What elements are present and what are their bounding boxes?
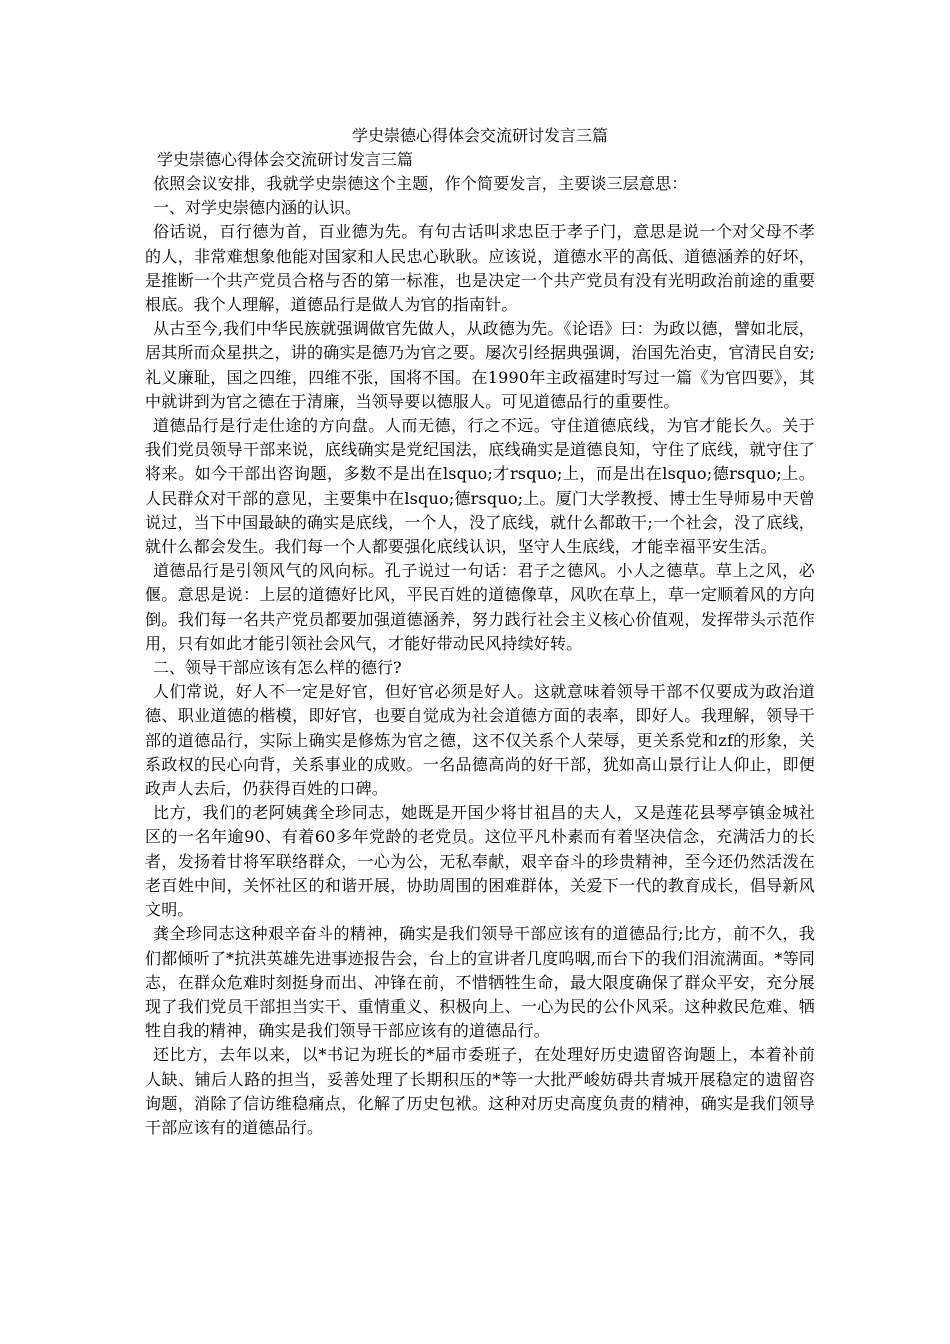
document-subtitle: 学史崇德心得体会交流研讨发言三篇	[157, 150, 414, 169]
document-title: 学史崇德心得体会交流研讨发言三篇	[351, 126, 608, 145]
paragraph: 道德品行是引领风气的风向标。孔子说过一句话：君子之德风。小人之德草。草上之风，必偃。意思是说：上层的道德好比风，平民百姓的道德像草，风吹在草上，草一定顺着风的方向倒。我们每一名共产党员都要加强道德涵养，努力践行社会主义核心价值观，发挥带头示范作用，只有如此才能引领社会风气，才能好带动民风持续好转。	[145, 561, 815, 653]
section-heading: 二、领导干部应该有怎么样的德行?	[153, 658, 402, 678]
paragraph: 龚全珍同志这种艰辛奋斗的精神，确实是我们领导干部应该有的道德品行;比方，前不久，我们都倾听了*抗洪英雄先进事迹报告会，台上的宣讲者几度呜咽,而台下的我们泪流满面。*等同志，在群众危难时刻挺身而出、冲锋在前，不惜牺牲生命，最大限度确保了群众平安，充分展现了我们党员干部担当实干、重情重义、积极向上、一心为民的公仆风采。这种救民危难、牺牲自我的精神，确实是我们领导干部应该有的道德品行。	[145, 924, 815, 1041]
paragraph: 俗话说，百行德为首，百业德为先。有句古话叫求忠臣于孝子门，意思是说一个对父母不孝的人，非常难想象他能对国家和人民忠心耿耿。应该说，道德水平的高低、道德涵养的好坏，是推断一个共产党员合格与否的第一标准，也是决定一个共产党员有没有光明政治前途的重要根底。我个人理解，道德品行是做人为官的指南针。	[145, 222, 815, 315]
paragraph: 还比方，去年以来，以*书记为班长的*届市委班子，在处理好历史遗留咨询题上，本着补前人缺、铺后人路的担当，妥善处理了长期积压的*等一大批严峻妨碍共青城开展稳定的遗留咨询题，消除了信访维稳痛点，化解了历史包袱。这种对历史高度负责的精神，确实是我们领导干部应该有的道德品行。	[145, 1045, 815, 1137]
section-heading: 一、对学史崇德内涵的认识。	[153, 198, 362, 218]
document-body	[145, 172, 815, 1140]
paragraph: 道德品行是行走仕途的方向盘。人而无德，行之不远。守住道德底线，为官才能长久。关于我们党员领导干部来说，底线确实是党纪国法，底线确实是道德良知，守住了底线，就守住了将来。如今干部出咨询题，多数不是出在lsquo;才rsquo;上，而是出在lsquo;德rsquo;上。人民群众对干部的意见，主要集中在lsquo;德rsquo;上。厦门大学教授、博士生导师易中天曾说过，当下中国最缺的确实是底线，一个人，没了底线，就什么都敢干;一个社会，没了底线，就什么都会发生。我们每一个人都要强化底线认识，坚守人生底线，才能幸福平安生活。	[145, 416, 815, 557]
paragraph: 依照会议安排，我就学史崇德这个主题，作个简要发言，主要谈三层意思：	[153, 174, 688, 193]
paragraph: 比方，我们的老阿姨龚全珍同志，她既是开国少将甘祖昌的夫人，又是莲花县琴亭镇金城社区的一名年逾90、有着60多年党龄的老党员。这位平凡朴素而有着坚决信念，充满活力的长者，发扬着甘将军联络群众，一心为公，无私奉献，艰辛奋斗的珍贵精神，至今还仍然活泼在老百姓中间，关怀社区的和谐开展，协助周围的困难群体，关爱下一代的教育成长，倡导新风文明。	[145, 803, 815, 920]
paragraph: 人们常说，好人不一定是好官，但好官必须是好人。这就意味着领导干部不仅要成为政治道德、职业道德的楷模，即好官，也要自觉成为社会道德方面的表率，即好人。我理解，领导干部的道德品行，实际上确实是修炼为官之德，这不仅关系个人荣辱，更关系党和zf的形象，关系政权的民心向背，关系事业的成败。一名品德高尚的好干部，犹如高山景行让人仰止，即便政声人去后，仍获得百姓的口碑。	[145, 682, 815, 799]
document-page	[145, 124, 815, 1140]
paragraph: 从古至今,我们中华民族就强调做官先做人，从政德为先。《论语》曰：为政以德，譬如北辰，居其所而众星拱之，讲的确实是德乃为官之要。屡次引经据典强调，治国先治吏，官清民自安;礼义廉耻，国之四维，四维不张，国将不国。在1990年主政福建时写过一篇《为官四要》，其中就讲到为官之德在于清廉，当领导要以德服人。可见道德品行的重要性。	[145, 319, 815, 411]
